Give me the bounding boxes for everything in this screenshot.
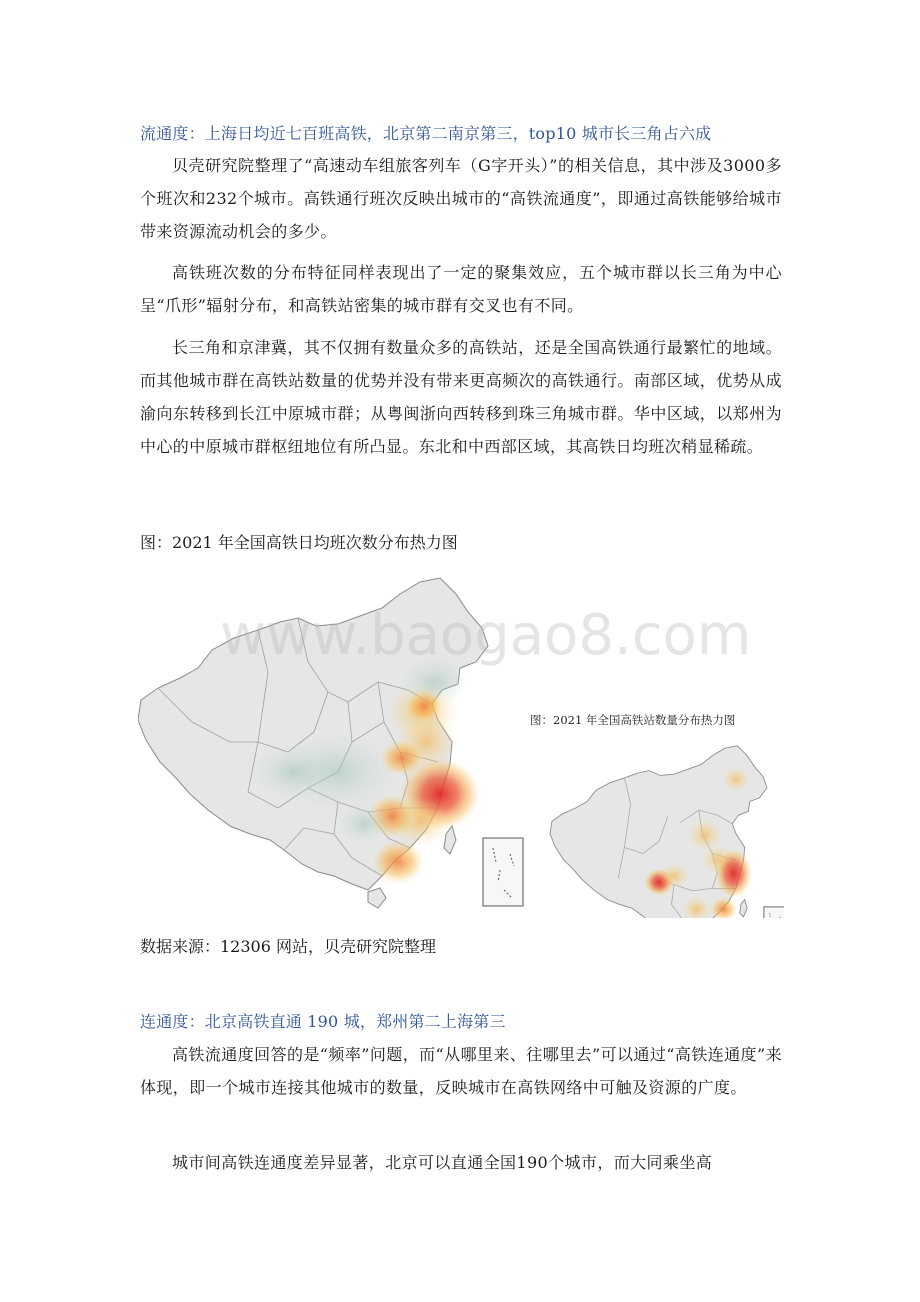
section-heading-flow: 流通度：上海日均近七百班高铁，北京第二南京第三，top10 城市长三角占六成 — [140, 124, 712, 143]
south-sea-inset-main — [483, 838, 523, 906]
section-heading-connectivity: 连通度：北京高铁直通 190 城，郑州第二上海第三 — [140, 1012, 506, 1031]
paragraph-3: 长三角和京津冀，其不仅拥有数量众多的高铁站，还是全国高铁通行最繁忙的地域。而其他城市群在高铁站数量的优势并没有带来更高频次的高铁通行。南部区域，优势从成渝向东转移到长江中原城市群；从粤闽浙向西转移到珠三角城市群。华中区域，以郑州为中心的中原城市群枢纽地位有所凸显。东北和中西部区域，其高铁日均班次稍显稀疏。 — [140, 338, 782, 456]
data-source: 数据来源：12306 网站，贝壳研究院整理 — [140, 937, 436, 956]
figure-caption: 图：2021 年全国高铁日均班次数分布热力图 — [140, 533, 458, 552]
paragraph-5: 城市间高铁连通度差异显著，北京可以直通全国190个城市，而大同乘坐高 — [172, 1153, 713, 1172]
paragraph-4: 高铁流通度回答的是“频率”问题，而“从哪里来、往哪里去”可以通过“高铁连通度”来体现，即一个城市连接其他城市的数量，反映城市在高铁网络中可触及资源的广度。 — [140, 1045, 782, 1097]
inset-figure-caption: 图：2021 年全国高铁站数量分布热力图 — [530, 713, 736, 727]
heatmap-figure — [138, 572, 784, 918]
paragraph-1: 贝壳研究院整理了“高速动车组旅客列车（G字开头）”的相关信息，其中涉及3000多个班次和232个城市。高铁通行班次反映出城市的“高铁流通度”，即通过高铁能够给城市带来资源流动机会的多少。 — [140, 156, 782, 241]
china-map-inset — [550, 746, 784, 918]
watermark: www.baogao8.com — [220, 603, 752, 668]
paragraph-2: 高铁班次数的分布特征同样表现出了一定的聚集效应，五个城市群以长三角为中心呈“爪形”辐射分布，和高铁站密集的城市群有交叉也有不同。 — [140, 263, 782, 315]
heatmap-svg — [138, 572, 784, 918]
